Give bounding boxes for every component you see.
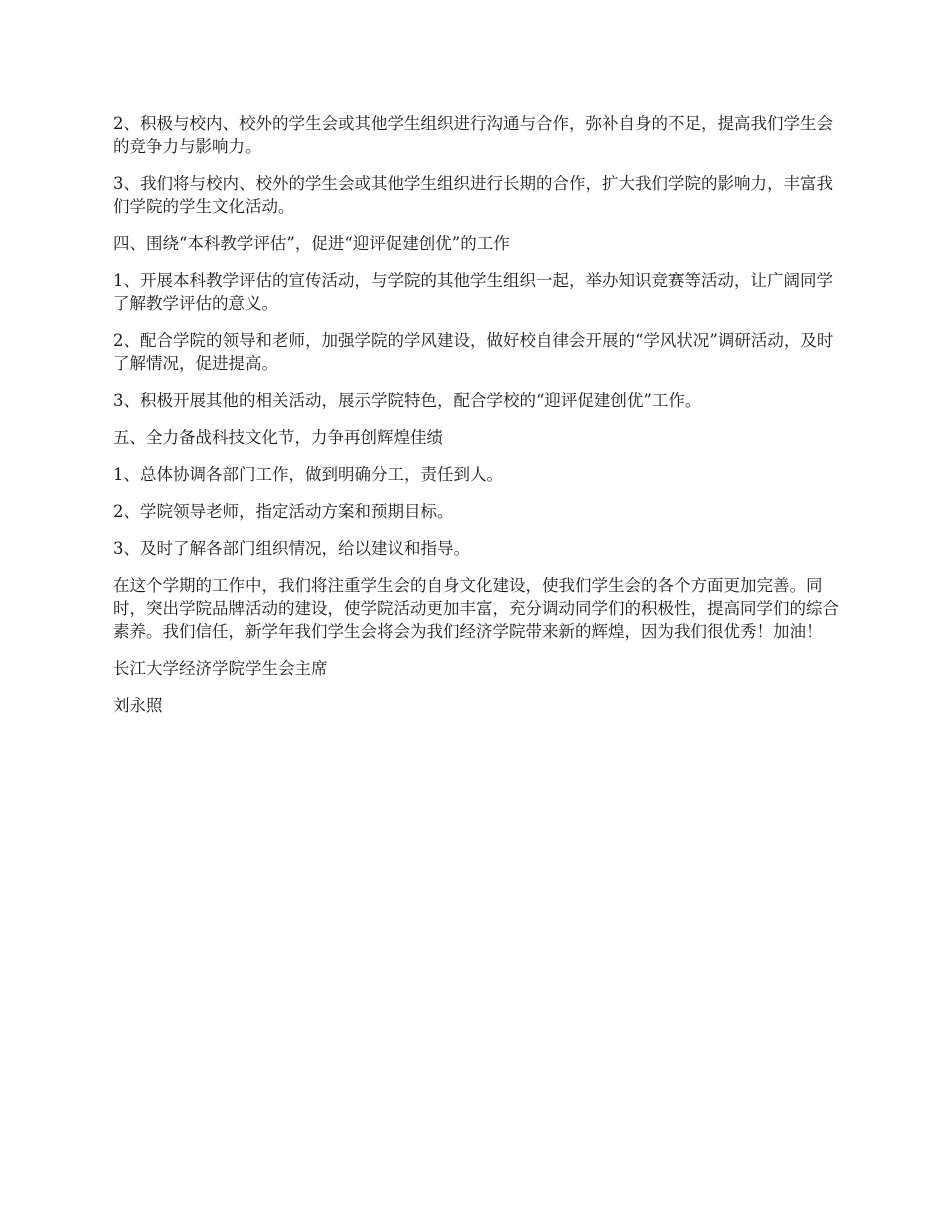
section-heading-tech-culture-festival: 五、全力备战科技文化节，力争再创辉煌佳绩 bbox=[113, 428, 443, 447]
section-heading-teaching-evaluation: 四、围绕“本科教学评估”，促进“迎评促建创优”的工作 bbox=[113, 234, 510, 253]
signature-title: 长江大学经济学院学生会主席 bbox=[113, 659, 328, 678]
paragraph-coordinate-departments: 1、总体协调各部门工作，做到明确分工，责任到人。 bbox=[113, 465, 503, 484]
paragraph-evaluation-publicity: 1、开展本科教学评估的宣传活动，与学院的其他学生组织一起，举办知识竞赛等活动，让广阔同学了解教学评估的意义。 bbox=[113, 271, 833, 313]
paragraph-study-style: 2、配合学院的领导和老师，加强学院的学风建设，做好校自律会开展的“学风状况”调研活动，及时了解情况，促进提高。 bbox=[113, 331, 834, 373]
paragraph-cooperation-communication: 2、积极与校内、校外的学生会或其他学生组织进行沟通与合作，弥补自身的不足，提高我们学生会的竞争力与影响力。 bbox=[113, 114, 833, 156]
document-body bbox=[113, 112, 843, 731]
paragraph-related-activities: 3、积极开展其他的相关活动，展示学院特色，配合学校的“迎评促建创优”工作。 bbox=[113, 391, 702, 410]
paragraph-long-term-cooperation: 3、我们将与校内、校外的学生会或其他学生组织进行长期的合作，扩大我们学院的影响力，丰富我们学院的学生文化活动。 bbox=[113, 174, 833, 216]
signature-name: 刘永照 bbox=[113, 696, 163, 715]
paragraph-guidance: 3、及时了解各部门组织情况，给以建议和指导。 bbox=[113, 539, 470, 558]
paragraph-activity-plan: 2、学院领导老师，指定活动方案和预期目标。 bbox=[113, 502, 454, 521]
paragraph-conclusion: 在这个学期的工作中，我们将注重学生会的自身文化建设，使我们学生会的各个方面更加完善。同时，突出学院品牌活动的建设，使学院活动更加丰富，充分调动同学们的积极性，提高同学们的综合素养。我们信任，新学年我们学生会将会为我们经济学院带来新的辉煌，因为我们很优秀！加油！ bbox=[113, 576, 839, 641]
